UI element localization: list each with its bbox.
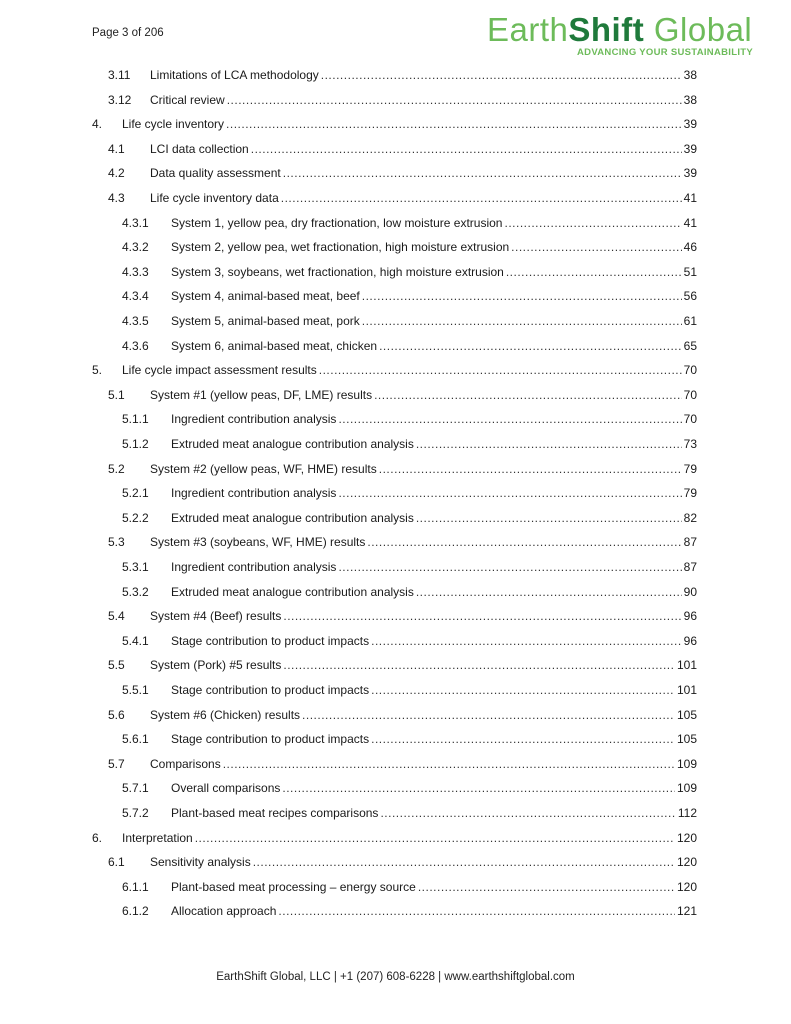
toc-dot-leader [319,361,682,379]
toc-entry[interactable] [122,902,697,920]
toc-entry[interactable] [122,287,697,305]
toc-entry-title: Plant-based meat processing – energy source [171,879,416,894]
toc-entry-number: 3.11 [108,68,131,82]
page-number: Page 3 of 206 [92,27,164,39]
toc-entry[interactable] [108,460,697,478]
toc-entry-title: System 4, animal-based meat, beef [171,289,360,304]
toc-dot-leader [511,238,681,256]
toc-dot-leader [281,189,682,207]
toc-entry-number: 4.3.2 [122,240,149,255]
toc-dot-leader [379,337,682,355]
toc-entry-page: 70 [683,363,697,378]
toc-entry-page: 82 [683,510,697,525]
toc-entry-page: 79 [683,461,697,476]
toc-entry-page: 105 [676,732,697,747]
toc-dot-leader [374,386,682,404]
toc-dot-leader [338,484,681,502]
toc-entry-page: 51 [683,264,697,279]
toc-entry-page: 96 [683,609,697,624]
toc-entry-page: 101 [676,658,697,673]
toc-entry-number: 5.2.1 [122,486,149,501]
toc-entry-number: 6.1.1 [122,879,149,894]
toc-dot-leader [416,435,682,453]
toc-dot-leader [418,878,675,896]
toc-entry[interactable] [122,681,697,699]
toc-entry-number: 5.5 [108,658,125,673]
toc-entry-page: 87 [683,560,697,574]
toc-entry-title: Stage contribution to product impacts [171,633,370,648]
toc-entry[interactable] [122,558,697,576]
toc-entry-title: System 6, animal-based meat, chicken [171,338,378,353]
toc-entry[interactable] [122,238,697,256]
toc-entry[interactable] [122,583,697,601]
toc-dot-leader [371,730,675,748]
toc-entry-title: System #2 (yellow peas, WF, HME) results [150,461,377,476]
toc-entry-title: Stage contribution to product impacts [171,732,370,747]
toc-entry-title: Extruded meat analogue contribution analysis [171,437,414,451]
toc-entry[interactable] [122,263,697,281]
toc-entry[interactable] [122,312,697,330]
toc-dot-leader [380,804,675,822]
toc-entry-page: 38 [683,92,697,107]
toc-entry-number: 6.1 [108,855,125,870]
toc-entry[interactable] [122,878,697,896]
toc-entry-number: 5. [92,363,103,378]
toc-entry-number: 5.7.1 [122,781,149,796]
toc-entry-number: 3.12 [108,92,132,107]
toc-entry[interactable] [122,435,697,453]
toc-entry-number: 5.5.1 [122,683,149,697]
toc-entry-page: 101 [676,683,697,697]
toc-entry-title: Interpretation [122,830,193,845]
toc-entry-page: 70 [683,387,697,402]
toc-entry-page: 90 [683,584,697,599]
toc-entry-number: 5.4 [108,609,125,624]
toc-entry-title: Limitations of LCA methodology [150,68,319,82]
toc-entry-title: System 3, soybeans, wet fractionation, high moisture extrusion [171,264,504,279]
toc-entry[interactable] [108,656,697,674]
toc-entry-title: Life cycle inventory data [150,191,279,205]
toc-entry-page: 41 [683,191,697,205]
toc-entry[interactable] [108,533,697,551]
toc-entry-title: LCI data collection [150,141,249,156]
toc-entry-title: System 2, yellow pea, wet fractionation, high moisture extrusion [171,240,510,255]
toc-dot-leader [504,214,681,232]
toc-entry[interactable] [108,755,697,773]
toc-entry-number: 4.2 [108,166,125,181]
toc-entry[interactable] [108,66,697,84]
toc-entry-title: Extruded meat analogue contribution analysis [171,584,414,599]
toc-entry-title: System #3 (soybeans, WF, HME) results [150,535,366,550]
toc-entry-number: 5.3 [108,535,125,550]
toc-entry-page: 105 [676,707,697,722]
toc-entry[interactable] [92,115,697,133]
toc-entry[interactable] [122,632,697,650]
toc-dot-leader [506,263,682,281]
toc-entry[interactable] [122,214,697,232]
toc-entry[interactable] [122,484,697,502]
toc-entry-page: 61 [683,314,697,328]
toc-entry-number: 5.3.1 [122,560,149,574]
toc-entry-page: 120 [676,879,697,894]
toc-entry-number: 5.7 [108,756,125,771]
toc-entry-title: Plant-based meat recipes comparisons [171,806,379,820]
toc-entry-number: 5.2.2 [122,510,149,525]
toc-entry-number: 4.3.1 [122,215,149,230]
toc-entry[interactable] [92,829,697,847]
toc-entry-page: 87 [683,535,697,550]
toc-entry[interactable] [122,337,697,355]
toc-entry-page: 41 [683,215,697,230]
toc-entry-page: 56 [683,289,697,304]
toc-dot-leader [371,632,682,650]
toc-dot-leader [195,829,675,847]
toc-dot-leader [362,287,682,305]
toc-entry[interactable] [92,361,697,379]
toc-dot-leader [283,656,675,674]
toc-entry-page: 39 [683,141,697,156]
logo-tagline: ADVANCING YOUR SUSTAINABILITY [577,47,754,58]
toc-entry-title: Data quality assessment [150,166,281,181]
toc-dot-leader [416,509,682,527]
toc-entry-number: 5.1 [108,387,125,402]
toc-entry[interactable] [122,804,697,822]
toc-entry-page: 120 [676,830,697,845]
toc-entry-title: System #6 (Chicken) results [150,707,301,722]
toc-entry-number: 6.1.2 [122,904,149,919]
toc-entry-number: 6. [92,830,103,845]
toc-entry-page: 73 [683,437,697,451]
toc-entry[interactable] [122,730,697,748]
toc-dot-leader [362,312,682,330]
toc-entry-number: 5.7.2 [122,806,149,820]
toc-entry-number: 5.2 [108,461,125,476]
toc-entry-page: 65 [683,338,697,353]
toc-entry-title: Comparisons [150,756,221,771]
toc-dot-leader [367,533,681,551]
toc-entry-title: System #1 (yellow peas, DF, LME) results [150,387,373,402]
toc-dot-leader [283,607,681,625]
logo-word-global: Global [644,11,753,48]
toc-entry-number: 4.3.5 [122,314,149,328]
toc-entry[interactable] [108,706,697,724]
toc-entry-title: Life cycle inventory [122,117,225,132]
toc-dot-leader [371,681,675,699]
toc-dot-leader [251,140,682,158]
toc-entry-title: Ingredient contribution analysis [171,412,337,427]
toc-dot-leader [283,164,682,182]
toc-entry[interactable] [108,853,697,871]
toc-entry-number: 5.6.1 [122,732,149,747]
toc-entry[interactable] [122,509,697,527]
toc-entry-title: Stage contribution to product impacts [171,683,370,697]
toc-entry[interactable] [108,91,697,109]
toc-entry-page: 46 [683,240,697,255]
page-footer: EarthShift Global, LLC | +1 (207) 608-6228 | www.earthshiftglobal.com [216,971,575,983]
toc-entry[interactable] [122,410,697,428]
toc-entry-title: System 1, yellow pea, dry fractionation, low moisture extrusion [171,215,503,230]
toc-entry-number: 4.3.4 [122,289,149,304]
toc-entry-title: Allocation approach [171,904,277,919]
toc-entry[interactable] [108,164,697,182]
earthshift-logo [487,10,777,60]
toc-entry-page: 112 [677,806,697,820]
toc-dot-leader [321,66,682,84]
toc-entry-page: 109 [676,756,697,771]
toc-entry-page: 109 [676,781,697,796]
toc-entry-page: 121 [676,904,697,919]
toc-dot-leader [223,755,675,773]
toc-entry-title: Overall comparisons [171,781,281,796]
toc-entry-page: 96 [683,633,697,648]
logo-wordmark [487,10,752,50]
toc-entry-number: 5.6 [108,707,125,722]
toc-dot-leader [282,779,675,797]
toc-entry-page: 70 [683,412,697,427]
toc-dot-leader [302,706,675,724]
toc-entry[interactable] [108,607,697,625]
toc-entry-title: Sensitivity analysis [150,855,251,870]
toc-entry-title: System #4 (Beef) results [150,609,282,624]
toc-dot-leader [416,583,682,601]
toc-entry-number: 4.3.3 [122,264,149,279]
toc-entry-number: 4.3.6 [122,338,149,353]
toc-entry-number: 5.1.2 [122,437,149,451]
toc-entry-number: 5.1.1 [122,412,149,427]
toc-entry-page: 120 [676,855,697,870]
toc-entry-title: System 5, animal-based meat, pork [171,314,360,328]
toc-entry[interactable] [122,779,697,797]
toc-entry-number: 5.4.1 [122,633,149,648]
toc-dot-leader [226,115,682,133]
toc-dot-leader [379,460,682,478]
toc-entry-title: System (Pork) #5 results [150,658,282,673]
logo-word-earth: Earth [487,11,569,48]
toc-entry-number: 4.1 [108,141,125,156]
toc-dot-leader [227,91,682,109]
toc-entry-title: Ingredient contribution analysis [171,560,337,574]
toc-entry[interactable] [108,140,697,158]
toc-dot-leader [338,558,681,576]
toc-entry-page: 79 [683,486,697,501]
toc-entry-page: 38 [683,68,697,82]
toc-entry-number: 4. [92,117,103,132]
logo-word-shift: Shift [568,11,645,48]
toc-entry-title: Life cycle impact assessment results [122,363,317,378]
toc-dot-leader [253,853,675,871]
toc-entry-title: Extruded meat analogue contribution analysis [171,510,414,525]
toc-entry[interactable] [108,189,697,207]
toc-dot-leader [338,410,681,428]
toc-dot-leader [278,902,675,920]
toc-entry-number: 4.3 [108,191,125,205]
toc-entry-number: 5.3.2 [122,584,149,599]
toc-entry[interactable] [108,386,697,404]
toc-entry-page: 39 [683,117,697,132]
toc-entry-title: Critical review [150,92,225,107]
toc-entry-title: Ingredient contribution analysis [171,486,337,501]
toc-entry-page: 39 [683,166,697,181]
